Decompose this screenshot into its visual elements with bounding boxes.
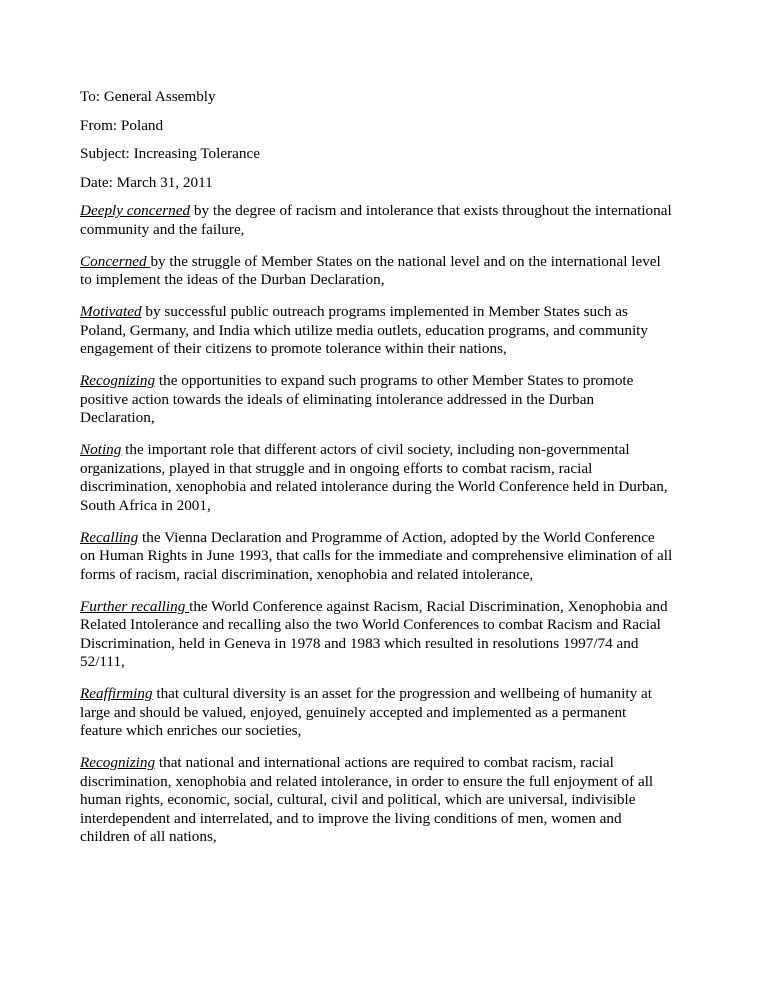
clause-lead-phrase: Further recalling (80, 597, 190, 615)
preamble-clause (80, 685, 680, 741)
memo-date: Date: March 31, 2011 (80, 173, 213, 191)
clause-line: South Africa in 2001, (80, 496, 211, 514)
clause-line: organizations, played in that struggle and in ongoing efforts to combat racism, racial (80, 459, 593, 477)
clause-line: community and the failure, (80, 220, 245, 238)
clause-text: that cultural diversity is an asset for the progression and wellbeing of humanity at (152, 685, 652, 702)
clause-lead-phrase: Reaffirming (80, 685, 153, 702)
clause-text: the opportunities to expand such programs to other Member States to promote (155, 372, 634, 389)
clause-text: by successful public outreach programs implemented in Member States such as (141, 303, 628, 320)
clause-line: Poland, Germany, and India which utilize media outlets, education programs, and community (80, 321, 648, 339)
clause-line (80, 372, 680, 391)
preamble-clause (80, 754, 680, 847)
clause-line: feature which enriches our societies, (80, 722, 302, 739)
clause-line: human rights, economic, social, cultural, civil and political, which are universal, indivisible (80, 791, 636, 808)
clause-line: large and should be valued, enjoyed, genuinely accepted and implemented as a permanent (80, 703, 627, 721)
preamble-clause (80, 598, 680, 672)
preamble-clause (80, 372, 680, 428)
clause-line (80, 529, 680, 548)
memo-to: To: General Assembly (80, 88, 216, 105)
clause-line: Discrimination, held in Geneva in 1978 and 1983 which resulted in resolutions 1997/74 and (80, 634, 639, 652)
clause-line: to implement the ideas of the Durban Declaration, (80, 271, 385, 288)
clause-line: Related Intolerance and recalling also the two World Conferences to combat Racism and Racial (80, 616, 661, 633)
memo-from: From: Poland (80, 116, 164, 134)
clause-line: discrimination, xenophobia and related intolerance during the World Conference held in Durban, (80, 478, 668, 495)
preamble-clause (80, 303, 680, 359)
clause-line: children of all nations, (80, 828, 217, 845)
clause-text: the World Conference against Racism, Racial Discrimination, Xenophobia and (189, 597, 668, 615)
document-page (80, 88, 680, 860)
clause-line (80, 253, 680, 272)
clause-line: on Human Rights in June 1993, that calls for the immediate and comprehensive elimination of all (80, 547, 673, 564)
clause-line: Declaration, (80, 409, 155, 426)
preamble-clause (80, 441, 680, 515)
clause-line: engagement of their citizens to promote tolerance within their nations, (80, 340, 507, 357)
clause-line: discrimination, xenophobia and related intolerance, in order to ensure the full enjoyment of all (80, 772, 654, 790)
clause-lead-phrase: Recalling (80, 528, 139, 546)
clause-text: the important role that different actors of civil society, including non-governmental (121, 441, 630, 458)
preamble-clause (80, 202, 680, 239)
clause-text: that national and international actions are required to combat racism, racial (155, 754, 614, 771)
clause-line (80, 685, 680, 704)
clause-line: positive action towards the ideals of eliminating intolerance addressed in the Durban (80, 390, 595, 408)
clause-line (80, 202, 680, 221)
clause-line: forms of racism, racial discrimination, xenophobia and related intolerance, (80, 565, 534, 583)
clause-line (80, 441, 680, 460)
clause-text: the Vienna Declaration and Programme of Action, adopted by the World Conference (138, 528, 655, 546)
clause-lead-phrase: Concerned (80, 252, 151, 270)
memo-subject: Subject: Increasing Tolerance (80, 145, 260, 162)
clause-text: by the degree of racism and intolerance that exists throughout the international (190, 202, 672, 219)
clause-line: 52/111, (80, 653, 125, 670)
clause-lead-phrase: Recognizing (80, 754, 156, 771)
clause-lead-phrase: Recognizing (80, 372, 156, 389)
clause-lead-phrase: Motivated (80, 303, 142, 320)
clause-lead-phrase: Noting (80, 441, 122, 458)
clause-line (80, 303, 680, 322)
clause-line (80, 598, 680, 617)
preamble-clause (80, 253, 680, 290)
clause-lead-phrase: Deeply concerned (80, 202, 191, 219)
clause-line: interdependent and interrelated, and to improve the living conditions of men, women and (80, 809, 622, 827)
clause-line (80, 754, 680, 773)
preamble-clause (80, 529, 680, 585)
clause-text: by the struggle of Member States on the national level and on the international level (150, 252, 661, 270)
